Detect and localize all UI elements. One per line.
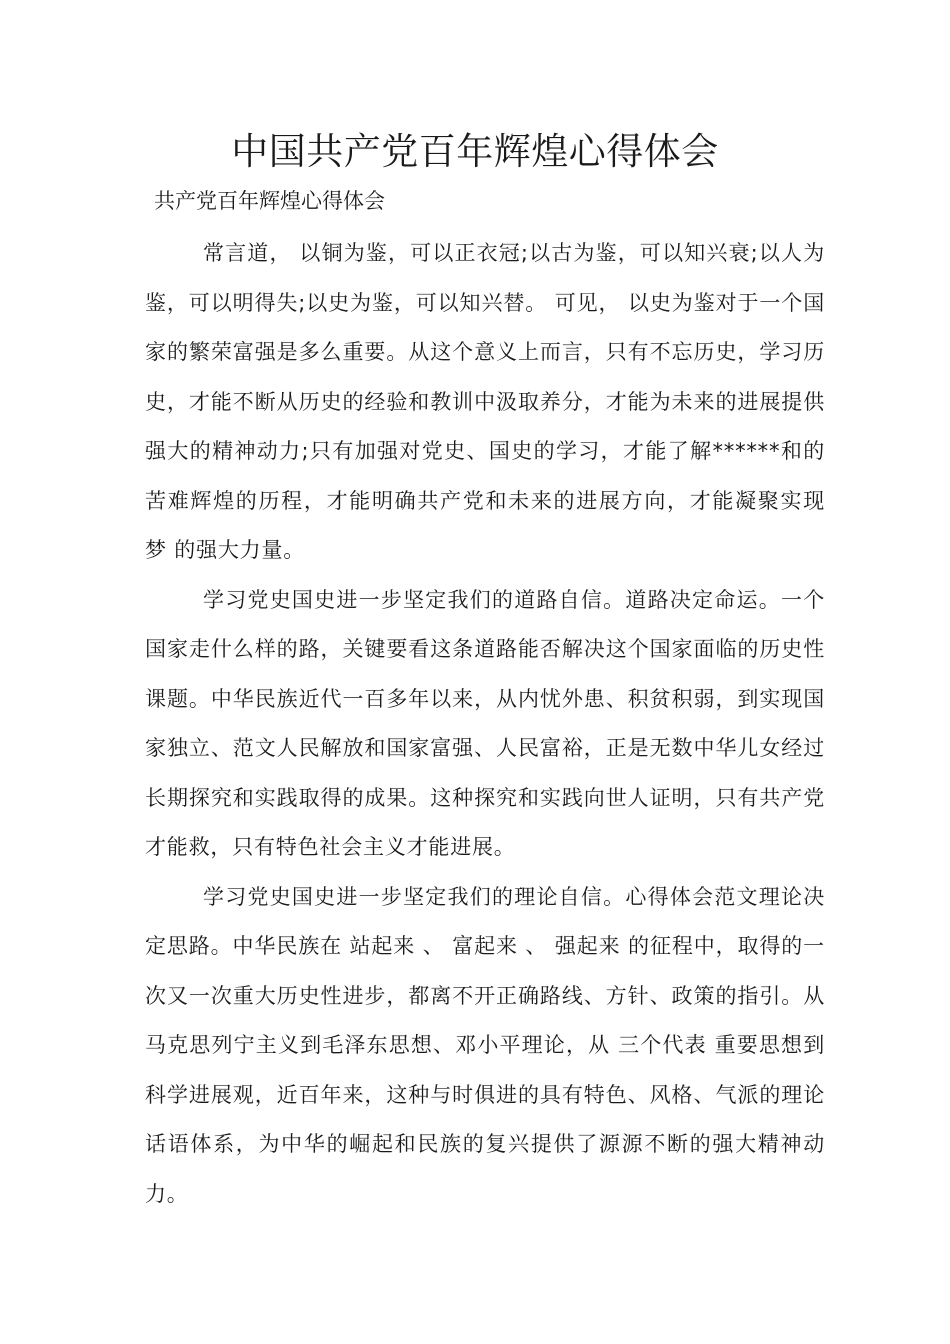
document-title: 中国共产党百年辉煌心得体会 — [231, 130, 719, 173]
paragraph-1: 常言道， 以铜为鉴，可以正衣冠;以古为鉴，可以知兴衰;以人为鉴，可以明得失;以史为鉴，可以知兴替。 可见， 以史为鉴对于一个国家的繁荣富强是多么重要。从这个意义上而言，只有不忘历史，学习历史，才能不断从历史的经验和教训中汲取养分，才能为未来的进展提供强大的精神动力;只有加强对党史、国史的学习，才能了解******和的苦难辉煌的历程，才能明确共产党和未来的进展方向，才能凝聚实现 梦 的强大力量。 — [145, 241, 825, 562]
paragraph-3: 学习党史国史进一步坚定我们的理论自信。心得体会范文理论决定思路。中华民族在 站起来 、 富起来 、 强起来 的征程中，取得的一次又一次重大历史性进步，都离不开正确路线、方针、政策的指引。从马克思列宁主义到毛泽东思想、邓小平理论，从 三个代表 重要思想到科学进展观，近百年来，这种与时俱进的具有特色、风格、气派的理论话语体系，为中华的崛起和民族的复兴提供了源源不断的强大精神动力。 — [145, 884, 825, 1206]
document-body — [145, 229, 825, 1219]
document-subtitle: 共产党百年辉煌心得体会 — [154, 189, 385, 213]
paragraph-2: 学习党史国史进一步坚定我们的道路自信。道路决定命运。一个国家走什么样的路，关键要看这条道路能否解决这个国家面临的历史性课题。中华民族近代一百多年以来，从内忧外患、积贫积弱，到实现国家独立、范文人民解放和国家富强、人民富裕，正是无数中华儿女经过长期探究和实践取得的成果。这种探究和实践向世人证明，只有共产党才能救，只有特色社会主义才能进展。 — [145, 587, 825, 859]
